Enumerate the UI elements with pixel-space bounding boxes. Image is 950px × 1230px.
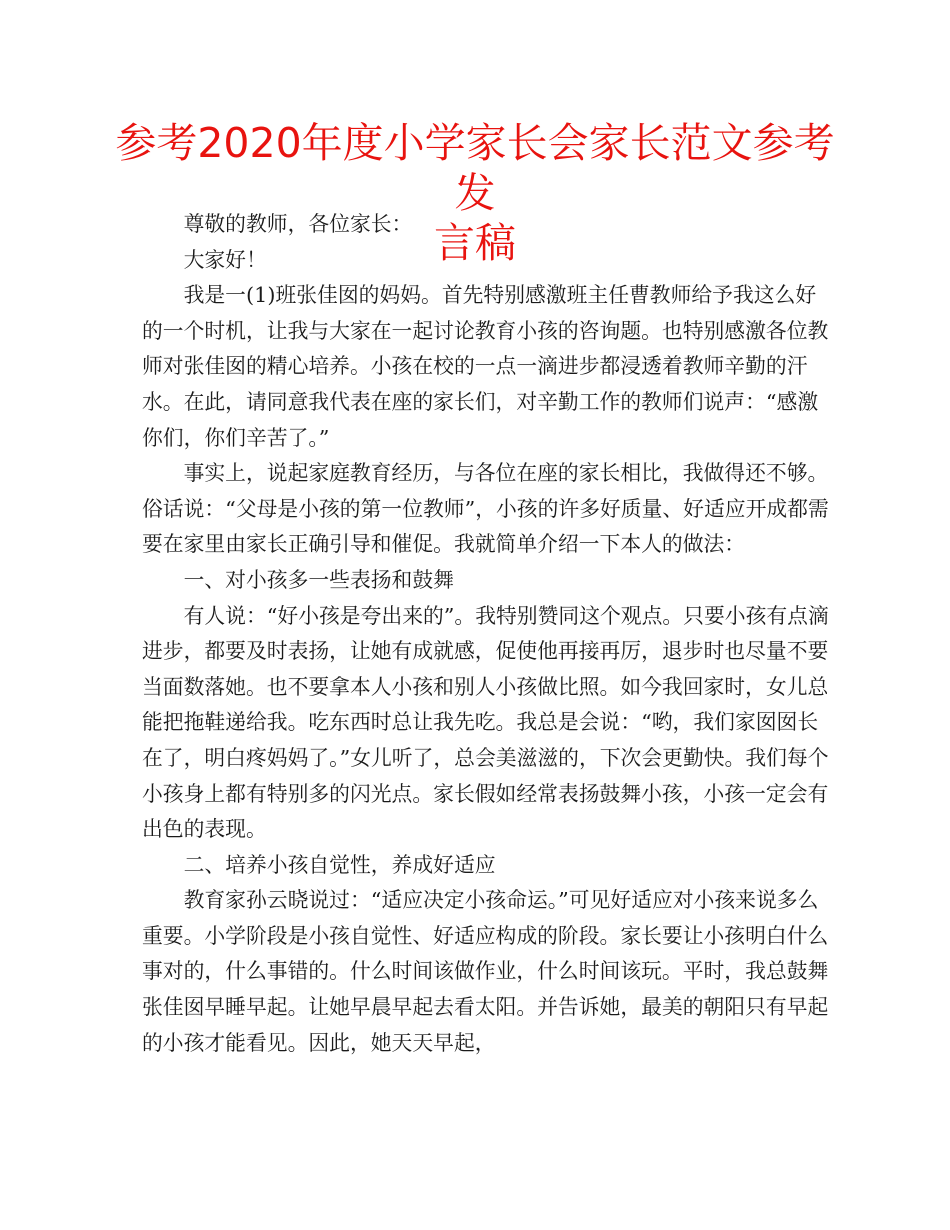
paragraph-experience: 事实上，说起家庭教育经历，与各位在座的家长相比，我做得还不够。俗话说：“父母是小孩的第一位教师”，小孩的许多好质量、好适应开成都需要在家里由家长正确引导和催促。我就简单介绍一下本人的做法： (142, 461, 829, 557)
salutation: 尊敬的教师，各位家长： (183, 212, 413, 236)
paragraph-habits: 教育家孙云晓说过：“适应决定小孩命运。”可见好适应对小孩来说多么重要。小学阶段是小孩自觉性、好适应构成的阶段。家长要让小孩明白什么事对的，什么事错的。什么时间该做作业，什么时间该玩。平时，我总鼓舞张佳囡早睡早起。让她早晨早起去看太阳。并告诉她，最美的朝阳只有早起的小孩才能看见。因此，她天天早起， (142, 888, 829, 1055)
section-heading-1: 一、对小孩多一些表扬和鼓舞 (183, 567, 454, 592)
title-line-2: 言稿 (434, 219, 516, 267)
paragraph-introduction: 我是一(1)班张佳囡的妈妈。首先特别感激班主任曹教师给予我这么好的一个时机，让我与大家在一起讨论教育小孩的咨询题。也特别感激各位教师对张佳囡的精心培养。小孩在校的一点一滴进步都浸透着教师辛勤的汗水。在此，请同意我代表在座的家长们，对辛勤工作的教师们说声：“感激你们，你们辛苦了。” (142, 283, 829, 450)
paragraph-praise: 有人说：“好小孩是夸出来的”。我特别赞同这个观点。只要小孩有点滴进步，都要及时表扬，让她有成就感，促使他再接再厉，退步时也尽量不要当面数落她。也不要拿本人小孩和别人小孩做比照。如今我回家时，女儿总能把拖鞋递给我。吃东西时总让我先吃。我总是会说：“哟，我们家囡囡长在了，明白疼妈妈了。”女儿听了，总会美滋滋的，下次会更勤快。我们每个小孩身上都有特别多的闪光点。家长假如经常表扬鼓舞小孩，小孩一定会有出色的表现。 (142, 603, 829, 842)
title-line-1: 参考2020年度小学家长会家长范文参考发 (115, 119, 835, 217)
document-body (142, 207, 832, 1061)
greeting: 大家好！ (183, 247, 267, 272)
section-heading-2: 二、培养小孩自觉性，养成好适应 (183, 852, 496, 877)
